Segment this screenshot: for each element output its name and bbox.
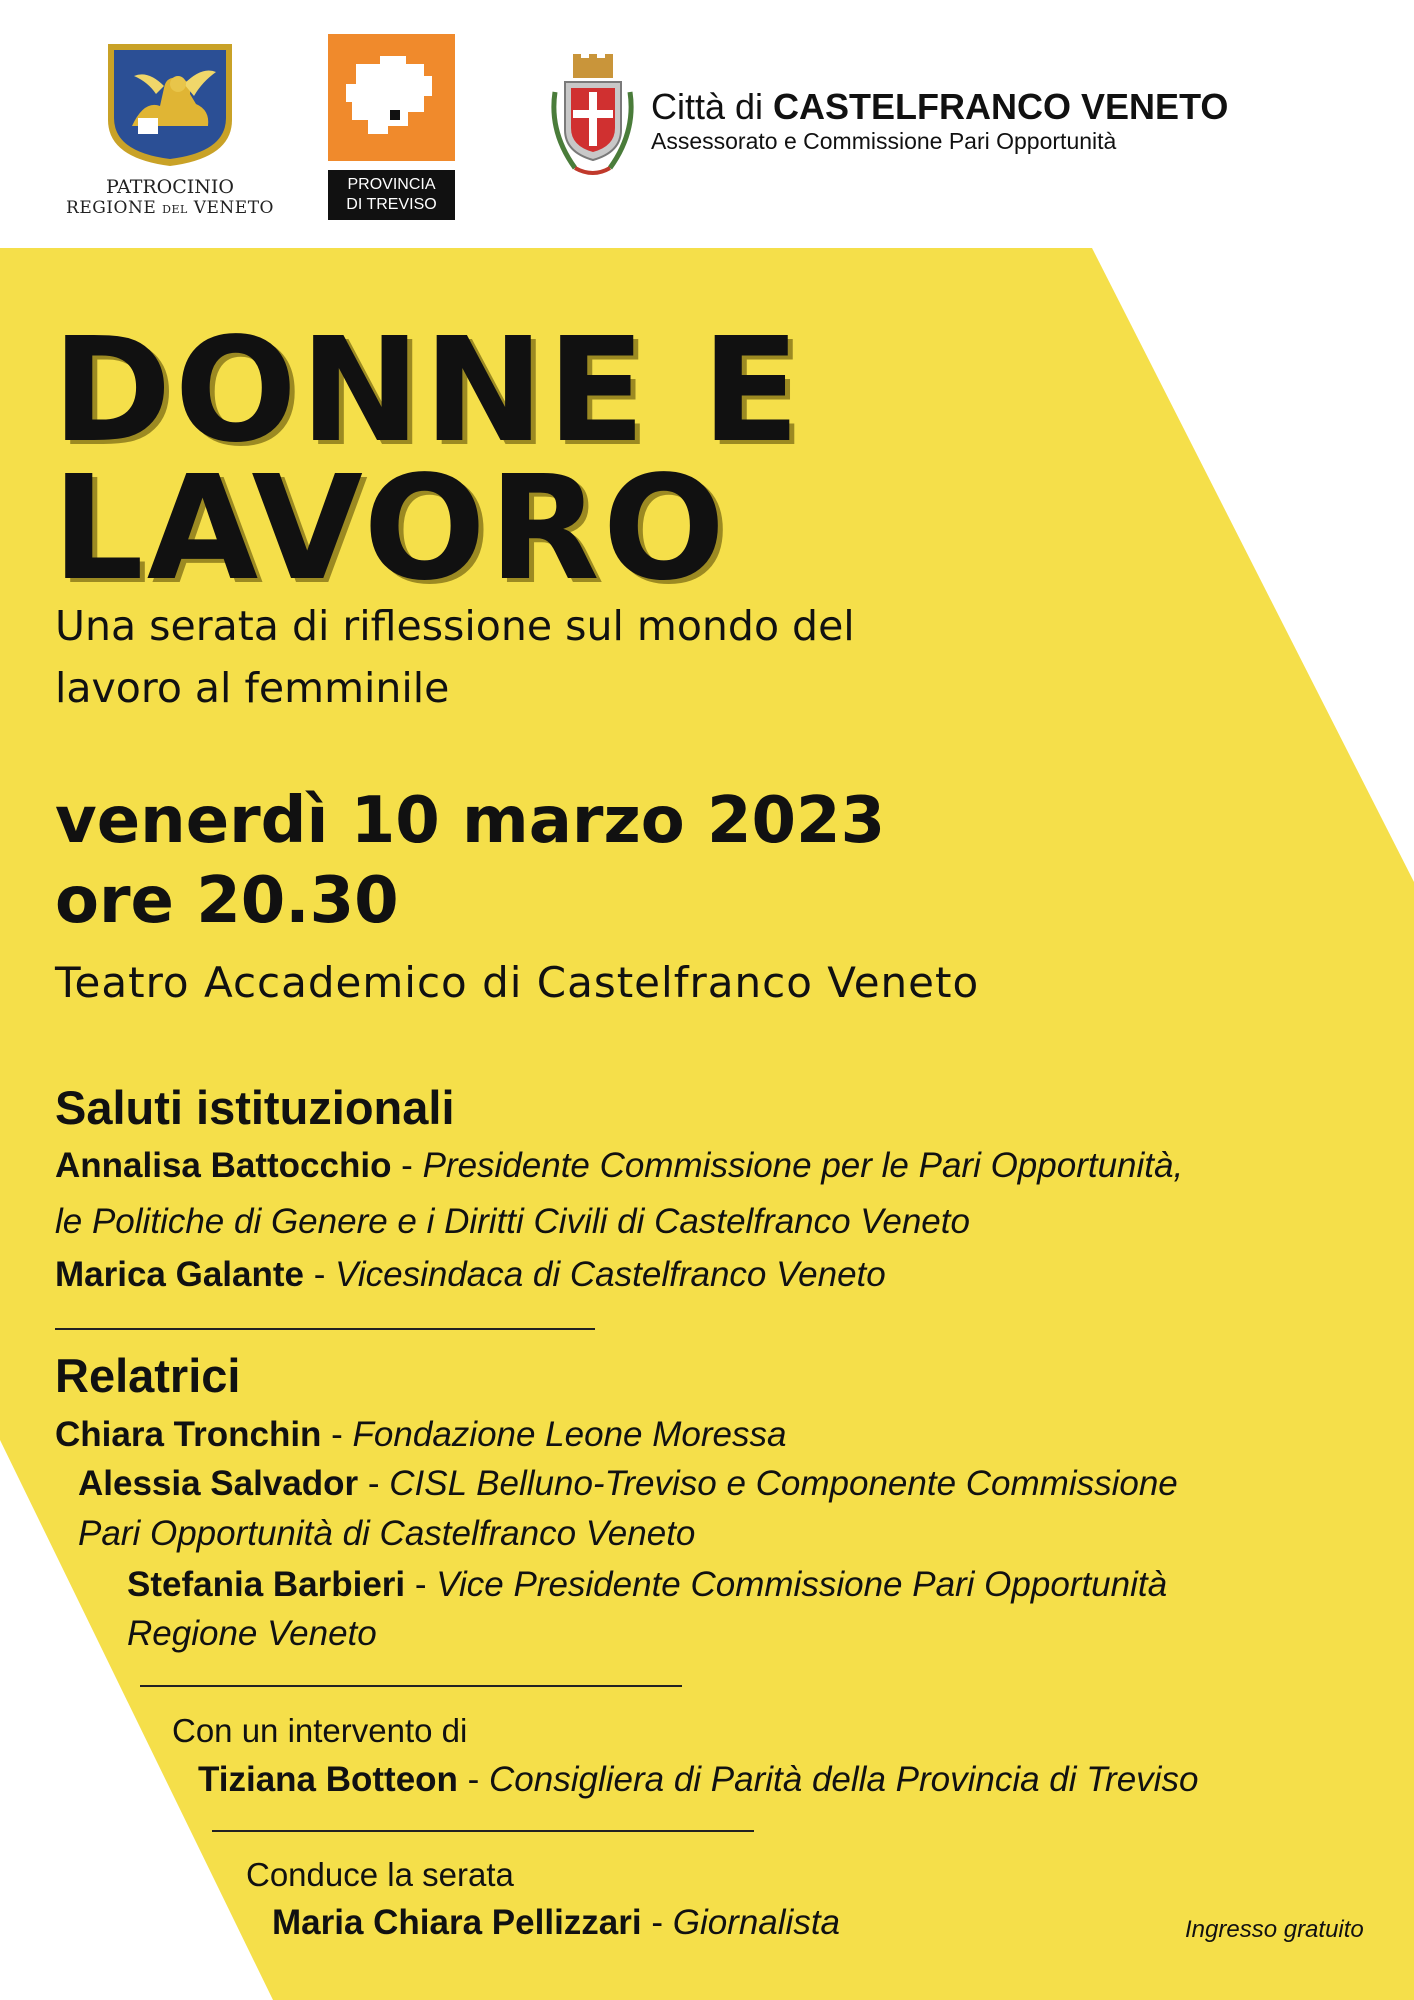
- event-title-line2: LAVORO: [52, 444, 729, 612]
- greeting-item: Annalisa Battocchio - Presidente Commissione per le Pari Opportunità,: [55, 1146, 1184, 1185]
- speaker-item: Chiara Tronchin - Fondazione Leone Moressa: [55, 1415, 787, 1454]
- provincia-treviso-logo-icon: [328, 34, 455, 161]
- greetings-heading: Saluti istituzionali: [55, 1081, 455, 1134]
- host-intro: Conduce la serata: [246, 1856, 514, 1893]
- provincia-treviso-label: PROVINCIA DI TREVISO: [328, 170, 455, 220]
- speaker-item-role-continued: Pari Opportunità di Castelfranco Veneto: [78, 1514, 696, 1553]
- speakers-heading: Relatrici: [55, 1349, 241, 1402]
- event-title-line1: DONNE E: [52, 306, 803, 474]
- speaker-item-role-continued: Regione Veneto: [127, 1614, 377, 1653]
- event-time: ore 20.30: [55, 864, 399, 938]
- host-item: Maria Chiara Pellizzari - Giornalista: [272, 1903, 841, 1942]
- greeting-item: Marica Galante - Vicesindaca di Castelfranco Veneto: [55, 1255, 886, 1294]
- free-entry-note: Ingresso gratuito: [1185, 1916, 1364, 1943]
- regione-veneto-logo-icon: [104, 40, 236, 170]
- intervention-item: Tiziana Botteon - Consigliera di Parità della Provincia di Treviso: [198, 1760, 1199, 1799]
- event-subtitle-line2: lavoro al femminile: [55, 664, 450, 712]
- city-subtitle: Assessorato e Commissione Pari Opportunità: [651, 128, 1117, 154]
- event-venue: Teatro Accademico di Castelfranco Veneto: [55, 958, 980, 1007]
- speaker-item: Stefania Barbieri - Vice Presidente Commissione Pari Opportunità: [127, 1565, 1168, 1604]
- divider: [140, 1685, 682, 1687]
- speaker-item: Alessia Salvador - CISL Belluno-Treviso e Componente Commissione: [78, 1464, 1178, 1503]
- divider: [55, 1328, 595, 1330]
- intervention-intro: Con un intervento di: [172, 1712, 468, 1749]
- patrocinio-caption: PATROCINIO: [105, 176, 235, 198]
- regione-veneto-caption: REGIONE DEL VENETO: [66, 198, 274, 218]
- city-title: Città di CASTELFRANCO VENETO: [651, 86, 1229, 127]
- event-subtitle-line1: Una serata di riflessione sul mondo del: [55, 602, 855, 650]
- event-date: venerdì 10 marzo 2023: [55, 784, 886, 858]
- castelfranco-coat-of-arms-icon: [545, 52, 640, 184]
- greeting-item-role-continued: le Politiche di Genere e i Diritti Civili di Castelfranco Veneto: [55, 1202, 970, 1241]
- divider: [212, 1830, 754, 1832]
